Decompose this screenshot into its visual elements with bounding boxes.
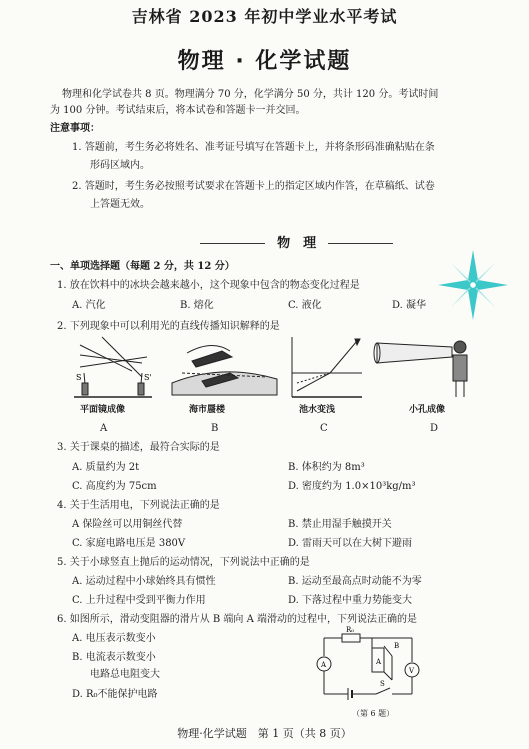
q6-option-d: D. R₀不能保护电路 (72, 689, 158, 700)
intro-line-2: 为 100 分钟。考试结束后，将本试卷和答题卡一并交回。 (50, 105, 306, 116)
q6-circuit-diagram (312, 626, 430, 706)
q2-caption-d: 小孔成像 (409, 405, 446, 415)
heading-rule-right (328, 243, 393, 244)
q1-option-b: B. 熔化 (180, 300, 214, 311)
page-footer: 物理·化学试题 第 1 页（共 8 页） (177, 727, 352, 740)
circuit-label-b-end: B (394, 642, 400, 650)
q6-option-a: A. 电压表示数变小 (72, 633, 156, 644)
circuit-label-a-end: A (376, 658, 382, 666)
q2-letter-a: A (100, 423, 108, 434)
q2-stem: 2. 下列现象中可以利用光的直线传播知识解释的是 (57, 321, 280, 332)
note-2-line-2: 上答题无效。 (90, 199, 150, 210)
intro-line-1: 物理和化学试卷共 8 页。物理满分 70 分，化学满分 50 分，共计 120 分。考试时间 (62, 89, 439, 100)
figure-plane-mirror (74, 337, 152, 397)
q5-option-d: D. 下落过程中重力势能变大 (288, 595, 413, 606)
q6-figure-caption: （第 6 题） (352, 709, 395, 718)
compass-star-icon (436, 248, 510, 322)
q1-stem: 1. 放在饮料中的冰块会越来越小，这个现象中包含的物态变化过程是 (57, 280, 360, 291)
q4-option-a: A 保险丝可以用铜丝代替 (72, 519, 183, 530)
q3-option-c: C. 高度约为 75cm (72, 481, 157, 492)
q5-option-a: A. 运动过程中小球始终具有惯性 (72, 576, 216, 587)
fig-label-s-prime: S' (144, 373, 152, 382)
q6-option-b-line-2: 电路总电阻变大 (90, 669, 160, 680)
q6-option-b-line-1: B. 电流表示数变小 (72, 652, 156, 663)
q2-caption-b: 海市蜃楼 (189, 405, 226, 415)
q2-caption-c: 池水变浅 (299, 405, 336, 415)
q2-figures (72, 333, 472, 401)
q5-option-b: B. 运动至最高点时动能不为零 (288, 576, 422, 587)
q1-option-d: D. 凝华 (392, 300, 427, 311)
q4-stem: 4. 关于生活用电，下列说法正确的是 (57, 500, 220, 511)
q1-option-a: A. 汽化 (72, 300, 106, 311)
section-heading (200, 232, 393, 251)
note-1-line-1: 1. 答题前，考生务必将姓名、准考证号填写在答题卡上，并将条形码准确粘贴在条 (72, 142, 435, 153)
q3-stem: 3. 关于课桌的描述，最符合实际的是 (57, 442, 220, 453)
note-2-line-1: 2. 答题时，考生务必按照考试要求在答题卡上的指定区域内作答，在草稿纸、试卷 (72, 181, 435, 192)
q4-option-c: C. 家庭电路电压是 380V (72, 538, 186, 549)
q3-option-b: B. 体积约为 8m³ (288, 462, 365, 473)
q2-caption-a: 平面镜成像 (80, 405, 126, 415)
fig-label-s: S (76, 373, 82, 382)
exam-title: 吉林省 2023 年初中学业水平考试 (131, 7, 398, 26)
q4-option-b: B. 禁止用湿手触摸开关 (288, 519, 392, 530)
circuit-label-r0: R₀ (346, 626, 355, 634)
ammeter-icon: A (321, 661, 327, 669)
q2-letter-b: B (211, 423, 219, 434)
note-1-line-2: 形码区域内。 (90, 160, 150, 171)
q3-option-a: A. 质量约为 2t (72, 462, 140, 473)
q6-stem: 6. 如图所示，滑动变阻器的滑片从 B 端向 A 端滑动的过程中，下列说法正确的是 (57, 614, 418, 625)
notes-heading: 注意事项： (50, 123, 100, 134)
q4-option-d: D. 雷雨天可以在大树下避雨 (288, 538, 413, 549)
voltmeter-icon: V (409, 667, 415, 675)
q5-stem: 5. 关于小球竖直上抛后的运动情况，下列说法中正确的是 (57, 557, 310, 568)
paper-subtitle: 物理 · 化学试题 (177, 49, 352, 74)
figure-pinhole (374, 341, 467, 397)
subject-label: 物 理 (277, 236, 317, 251)
heading-rule-left (200, 243, 265, 244)
q1-option-c: C. 液化 (288, 300, 322, 311)
figure-pool (292, 337, 362, 397)
figure-mirage (172, 345, 277, 395)
circuit-label-switch: S (380, 680, 385, 688)
q2-letter-c: C (320, 423, 328, 434)
q2-letter-d: D (430, 423, 439, 434)
q5-option-c: C. 上升过程中受到平衡力作用 (72, 595, 206, 606)
part-1-heading: 一、单项选择题（每题 2 分，共 12 分） (50, 261, 235, 272)
q3-option-d: D. 密度约为 1.0×10³kg/m³ (288, 481, 416, 492)
